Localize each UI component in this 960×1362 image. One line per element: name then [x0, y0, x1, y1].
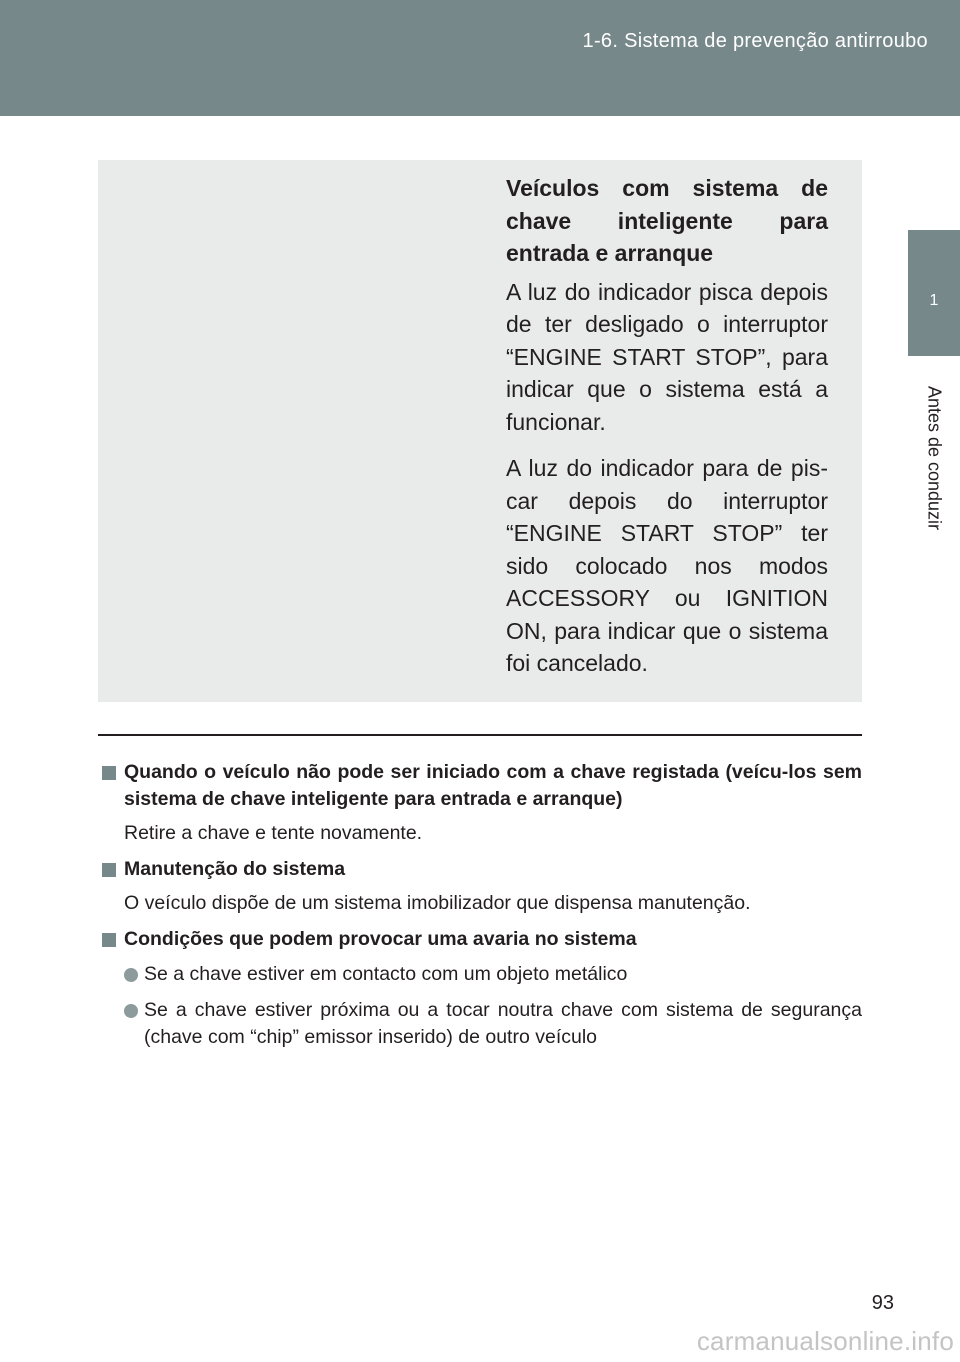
watermark: carmanualsonline.info: [696, 1326, 954, 1356]
note-heading-text: Condições que podem provocar uma avaria no sistema: [124, 928, 637, 950]
note-heading-start-failure: [98, 759, 862, 813]
round-bullet-icon: [124, 968, 138, 982]
note-body-start-failure: Retire a chave e tente novamente.: [124, 822, 423, 844]
page-header: [0, 0, 960, 116]
round-bullet-icon: [124, 1004, 138, 1018]
info-panel: [98, 160, 862, 702]
list-item: [98, 997, 862, 1051]
page-number: 93: [871, 1292, 894, 1314]
list-item-text: Se a chave estiver próxima ou a tocar noutra chave com sistema de segurança (chave com “chip” emissor inserido) de outro veículo: [144, 999, 862, 1048]
panel-text: [506, 172, 828, 694]
list-item: [98, 961, 862, 988]
note-heading-text: Quando o veículo não pode ser iniciado com a chave registada (veícu-los sem sistema de chave inteligente para entrada e arranque): [124, 761, 862, 810]
square-bullet-icon: [102, 766, 116, 780]
note-heading-malfunction-conditions: [98, 926, 862, 953]
panel-paragraph-1: A luz do indicador pisca depois de ter desligado o interruptor “ENGINE START STOP”, para indicar que o sistema está a funcionar.: [506, 278, 828, 435]
square-bullet-icon: [102, 863, 116, 877]
square-bullet-icon: [102, 933, 116, 947]
note-heading-text: Manutenção do sistema: [124, 858, 346, 880]
section-divider: [98, 734, 862, 736]
chapter-tab: [908, 230, 960, 356]
section-title: 1-6. Sistema de prevenção antirroubo: [582, 30, 928, 52]
chapter-number: 1: [929, 292, 939, 309]
chapter-label: Antes de conduzir: [924, 385, 945, 531]
notes-section: [98, 759, 862, 1060]
panel-title: Veículos com sistema de chave inteligente para entrada e arranque: [506, 175, 828, 266]
list-item-text: Se a chave estiver em contacto com um objeto metálico: [144, 963, 628, 985]
panel-paragraph-2: A luz do indicador para de pis-car depois do interruptor “ENGINE START STOP” ter sido colocado nos modos ACCESSORY ou IGNITION ON, para indicar que o sistema foi cancelado.: [506, 455, 828, 676]
note-body-maintenance: O veículo dispõe de um sistema imobilizador que dispensa manutenção.: [124, 892, 751, 914]
note-heading-maintenance: [98, 856, 862, 883]
